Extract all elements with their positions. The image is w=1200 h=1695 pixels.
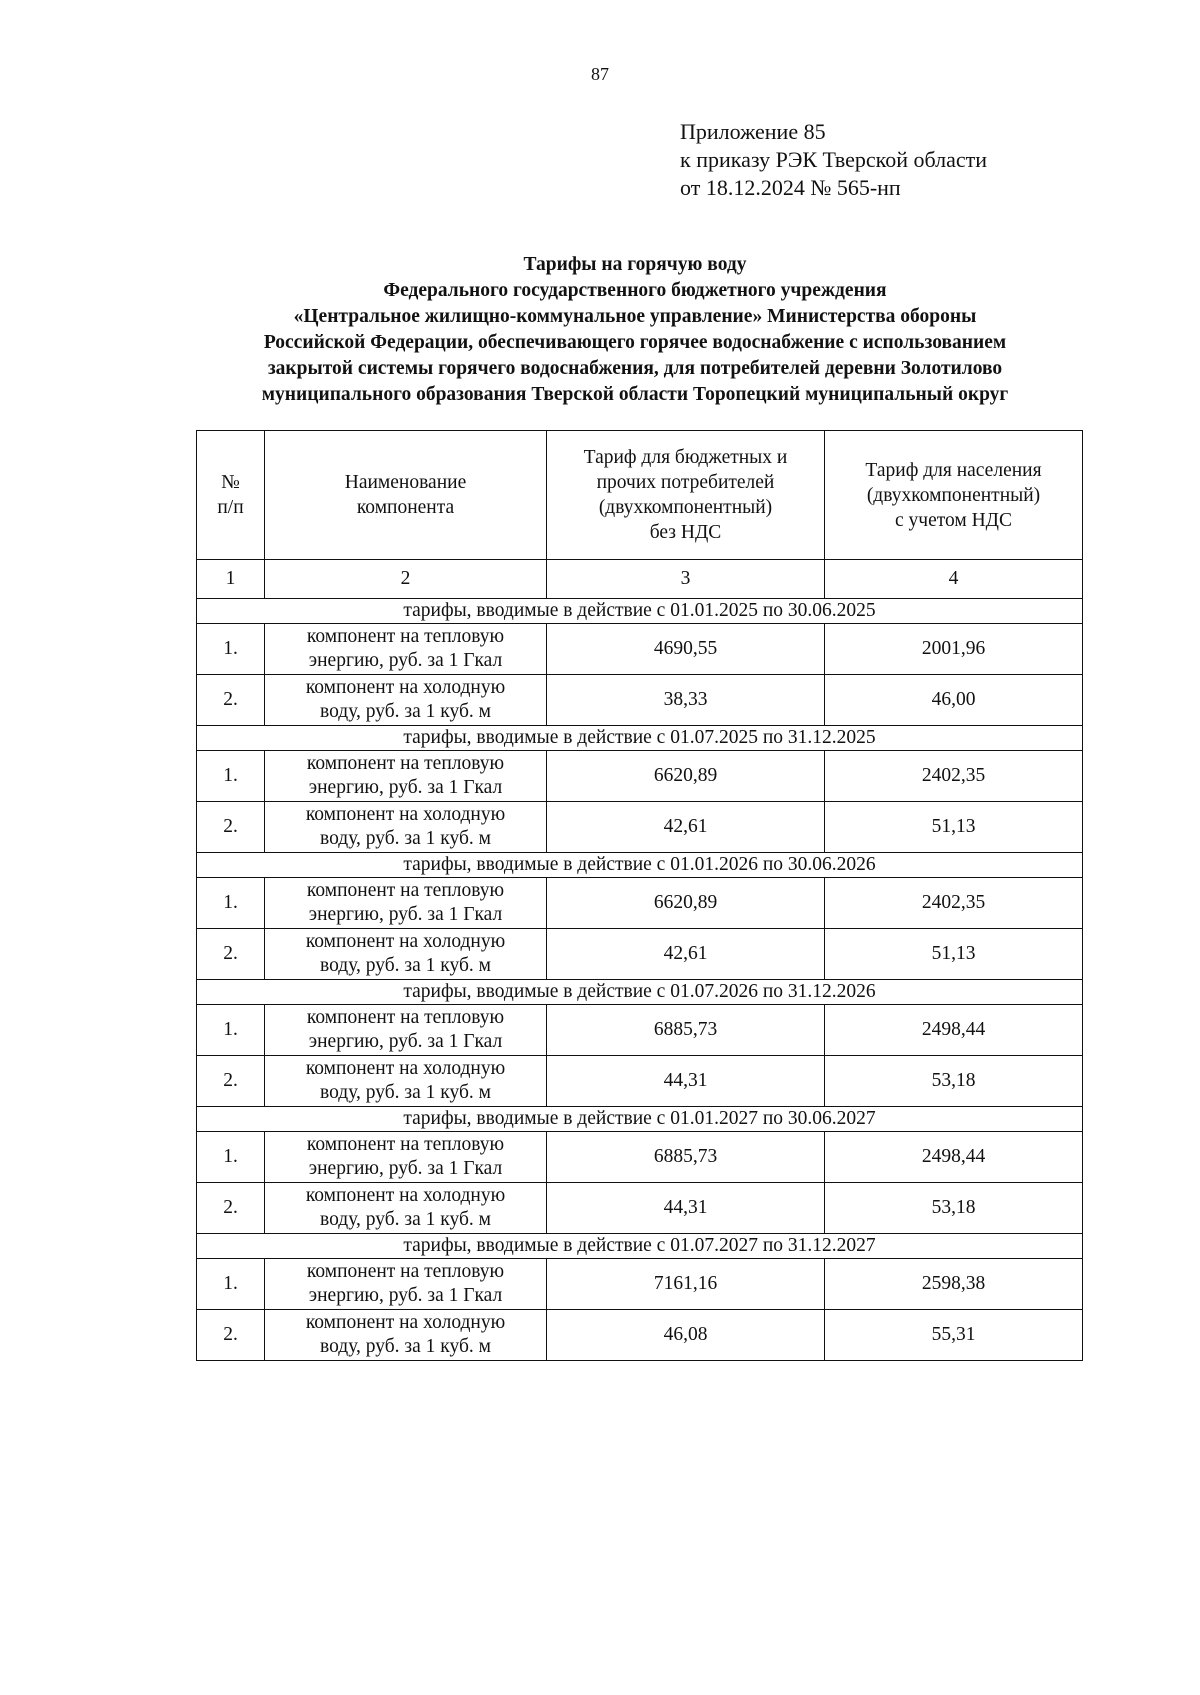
budget-tariff-value: 7161,16 [547,1259,825,1310]
component-name: компонент на холодную воду, руб. за 1 куб. м [265,802,547,853]
table-row [197,1056,1083,1107]
appendix-line: к приказу РЭК Тверской области [680,147,988,172]
period-label: тарифы, вводимые в действие с 01.01.2027 по 30.06.2027 [197,1107,1083,1132]
header-number: № п/п [197,431,265,560]
budget-tariff-value: 42,61 [547,929,825,980]
row-number: 1. [197,878,265,929]
row-number: 1. [197,1132,265,1183]
component-name: компонент на холодную воду, руб. за 1 куб. м [265,1056,547,1107]
population-tariff-value: 2598,38 [825,1259,1083,1310]
period-label: тарифы, вводимые в действие с 01.07.2025 по 31.12.2025 [197,726,1083,751]
table-header-row [197,431,1083,560]
budget-tariff-value: 46,08 [547,1310,825,1361]
appendix-reference [680,118,987,202]
column-number: 3 [547,560,825,599]
table-row [197,1005,1083,1056]
header-component-name: Наименование компонента [265,431,547,560]
title-line: «Центральное жилищно-коммунальное управление» Министерства обороны [293,306,977,327]
title-line: закрытой системы горячего водоснабжения, для потребителей деревни Золотилово [267,358,1003,379]
title-line: Тарифы на горячую воду [523,254,747,275]
table-row [197,929,1083,980]
period-label: тарифы, вводимые в действие с 01.01.2025 по 30.06.2025 [197,599,1083,624]
header-budget-tariff: Тариф для бюджетных и прочих потребителей (двухкомпонентный) без НДС [547,431,825,560]
appendix-line: Приложение 85 [680,119,826,144]
budget-tariff-value: 44,31 [547,1056,825,1107]
period-row [197,1107,1083,1132]
period-row [197,599,1083,624]
appendix-line: от 18.12.2024 № 565-нп [680,175,901,200]
component-name: компонент на тепловую энергию, руб. за 1 Гкал [265,1132,547,1183]
period-label: тарифы, вводимые в действие с 01.01.2026 по 30.06.2026 [197,853,1083,878]
population-tariff-value: 2402,35 [825,751,1083,802]
budget-tariff-value: 4690,55 [547,624,825,675]
row-number: 2. [197,802,265,853]
budget-tariff-value: 6885,73 [547,1005,825,1056]
document-title [180,252,1090,408]
row-number: 1. [197,624,265,675]
table-row [197,1310,1083,1361]
row-number: 1. [197,1005,265,1056]
period-label: тарифы, вводимые в действие с 01.07.2026 по 31.12.2026 [197,980,1083,1005]
column-number: 2 [265,560,547,599]
component-name: компонент на тепловую энергию, руб. за 1 Гкал [265,1259,547,1310]
table-row [197,675,1083,726]
period-row [197,726,1083,751]
component-name: компонент на тепловую энергию, руб. за 1 Гкал [265,878,547,929]
component-name: компонент на холодную воду, руб. за 1 куб. м [265,1183,547,1234]
period-label: тарифы, вводимые в действие с 01.07.2027 по 31.12.2027 [197,1234,1083,1259]
table-row [197,751,1083,802]
component-name: компонент на тепловую энергию, руб. за 1 Гкал [265,751,547,802]
row-number: 2. [197,1183,265,1234]
table-row [197,1132,1083,1183]
budget-tariff-value: 6620,89 [547,751,825,802]
budget-tariff-value: 6620,89 [547,878,825,929]
population-tariff-value: 51,13 [825,802,1083,853]
component-name: компонент на холодную воду, руб. за 1 куб. м [265,929,547,980]
component-name: компонент на холодную воду, руб. за 1 куб. м [265,675,547,726]
budget-tariff-value: 42,61 [547,802,825,853]
column-number: 4 [825,560,1083,599]
component-name: компонент на холодную воду, руб. за 1 куб. м [265,1310,547,1361]
period-row [197,1234,1083,1259]
population-tariff-value: 51,13 [825,929,1083,980]
title-line: муниципального образования Тверской области Торопецкий муниципальный округ [261,384,1009,405]
row-number: 1. [197,751,265,802]
title-line: Российской Федерации, обеспечивающего горячее водоснабжение с использованием [263,332,1007,353]
header-population-tariff: Тариф для населения (двухкомпонентный) с учетом НДС [825,431,1083,560]
table-row [197,624,1083,675]
row-number: 1. [197,1259,265,1310]
population-tariff-value: 2498,44 [825,1005,1083,1056]
row-number: 2. [197,929,265,980]
population-tariff-value: 53,18 [825,1056,1083,1107]
budget-tariff-value: 44,31 [547,1183,825,1234]
component-name: компонент на тепловую энергию, руб. за 1 Гкал [265,624,547,675]
row-number: 2. [197,1056,265,1107]
table-row [197,1183,1083,1234]
tariff-table [196,430,1083,1361]
page-number: 87 [591,64,609,84]
period-row [197,980,1083,1005]
population-tariff-value: 2498,44 [825,1132,1083,1183]
table-row [197,878,1083,929]
budget-tariff-value: 38,33 [547,675,825,726]
population-tariff-value: 55,31 [825,1310,1083,1361]
column-number-row [197,560,1083,599]
period-row [197,853,1083,878]
component-name: компонент на тепловую энергию, руб. за 1 Гкал [265,1005,547,1056]
title-line: Федерального государственного бюджетного учреждения [383,280,887,301]
population-tariff-value: 53,18 [825,1183,1083,1234]
row-number: 2. [197,1310,265,1361]
column-number: 1 [197,560,265,599]
population-tariff-value: 2402,35 [825,878,1083,929]
table-row [197,1259,1083,1310]
row-number: 2. [197,675,265,726]
budget-tariff-value: 6885,73 [547,1132,825,1183]
table-row [197,802,1083,853]
population-tariff-value: 2001,96 [825,624,1083,675]
population-tariff-value: 46,00 [825,675,1083,726]
